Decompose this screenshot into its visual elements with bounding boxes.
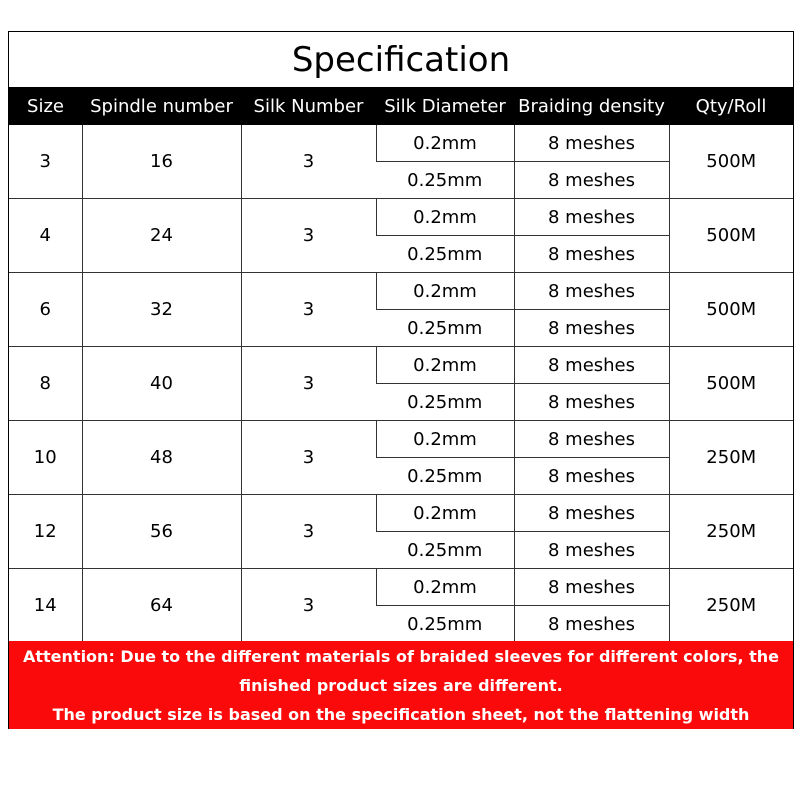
braiding-density-cell: 8 meshes — [514, 569, 669, 606]
silk-diameter-cell: 0.2mm — [376, 347, 514, 384]
table-row — [9, 199, 793, 236]
silk-diameter-cell: 0.2mm — [376, 199, 514, 236]
header-row — [9, 87, 793, 125]
silk-diameter-cell: 0.2mm — [376, 421, 514, 458]
silk-diameter-cell: 0.25mm — [376, 162, 514, 199]
silk-diameter-cell: 0.2mm — [376, 495, 514, 532]
spindle-number-cell: 64 — [82, 569, 241, 643]
silk-number-cell: 3 — [241, 569, 376, 643]
braiding-density-cell: 8 meshes — [514, 162, 669, 199]
braiding-density-cell: 8 meshes — [514, 310, 669, 347]
table-row — [9, 125, 793, 162]
spindle-number-cell: 24 — [82, 199, 241, 273]
attention-notice — [9, 641, 793, 729]
silk-diameter-cell: 0.25mm — [376, 458, 514, 495]
spindle-number-cell: 56 — [82, 495, 241, 569]
braiding-density-cell: 8 meshes — [514, 347, 669, 384]
size-cell: 14 — [9, 569, 82, 643]
silk-number-cell: 3 — [241, 495, 376, 569]
specification-sheet — [8, 31, 794, 729]
braiding-density-cell: 8 meshes — [514, 421, 669, 458]
silk-number-cell: 3 — [241, 347, 376, 421]
notice-line: Attention: Due to the different materials of braided sleeves for different colors, the — [23, 647, 779, 666]
silk-diameter-cell: 0.25mm — [376, 236, 514, 273]
silk-diameter-cell: 0.25mm — [376, 532, 514, 569]
table-header — [9, 87, 793, 125]
table-body — [9, 125, 793, 643]
silk-diameter-cell: 0.2mm — [376, 273, 514, 310]
braiding-density-cell: 8 meshes — [514, 495, 669, 532]
table-row — [9, 495, 793, 532]
silk-diameter-cell: 0.25mm — [376, 310, 514, 347]
size-cell: 4 — [9, 199, 82, 273]
spindle-number-cell: 48 — [82, 421, 241, 495]
qty-roll-cell: 250M — [669, 569, 793, 643]
page-title: Specification — [291, 39, 511, 80]
braiding-density-cell: 8 meshes — [514, 236, 669, 273]
qty-roll-cell: 250M — [669, 421, 793, 495]
silk-number-cell: 3 — [241, 125, 376, 199]
header-qty-roll: Qty/Roll — [669, 87, 793, 125]
header-size: Size — [9, 87, 82, 125]
notice-line: finished product sizes are different. — [239, 676, 563, 695]
qty-roll-cell: 500M — [669, 273, 793, 347]
size-cell: 6 — [9, 273, 82, 347]
header-silk-number: Silk Number — [241, 87, 376, 125]
size-cell: 3 — [9, 125, 82, 199]
braiding-density-cell: 8 meshes — [514, 273, 669, 310]
spindle-number-cell: 16 — [82, 125, 241, 199]
silk-number-cell: 3 — [241, 199, 376, 273]
notice-line: The product size is based on the specification sheet, not the flattening width — [52, 705, 750, 724]
silk-diameter-cell: 0.25mm — [376, 384, 514, 421]
spindle-number-cell: 40 — [82, 347, 241, 421]
braiding-density-cell: 8 meshes — [514, 606, 669, 643]
table-row — [9, 273, 793, 310]
braiding-density-cell: 8 meshes — [514, 125, 669, 162]
qty-roll-cell: 500M — [669, 347, 793, 421]
header-spindle-number: Spindle number — [82, 87, 241, 125]
qty-roll-cell: 500M — [669, 125, 793, 199]
silk-diameter-cell: 0.2mm — [376, 569, 514, 606]
qty-roll-cell: 250M — [669, 495, 793, 569]
table-row — [9, 347, 793, 384]
silk-number-cell: 3 — [241, 421, 376, 495]
qty-roll-cell: 500M — [669, 199, 793, 273]
braiding-density-cell: 8 meshes — [514, 458, 669, 495]
braiding-density-cell: 8 meshes — [514, 199, 669, 236]
size-cell: 12 — [9, 495, 82, 569]
silk-diameter-cell: 0.25mm — [376, 606, 514, 643]
table-row — [9, 421, 793, 458]
header-braiding-density: Braiding density — [514, 87, 669, 125]
header-silk-diameter: Silk Diameter — [376, 87, 514, 125]
specification-table — [9, 87, 793, 643]
braiding-density-cell: 8 meshes — [514, 384, 669, 421]
table-row — [9, 569, 793, 606]
silk-number-cell: 3 — [241, 273, 376, 347]
spindle-number-cell: 32 — [82, 273, 241, 347]
silk-diameter-cell: 0.2mm — [376, 125, 514, 162]
size-cell: 8 — [9, 347, 82, 421]
size-cell: 10 — [9, 421, 82, 495]
braiding-density-cell: 8 meshes — [514, 532, 669, 569]
